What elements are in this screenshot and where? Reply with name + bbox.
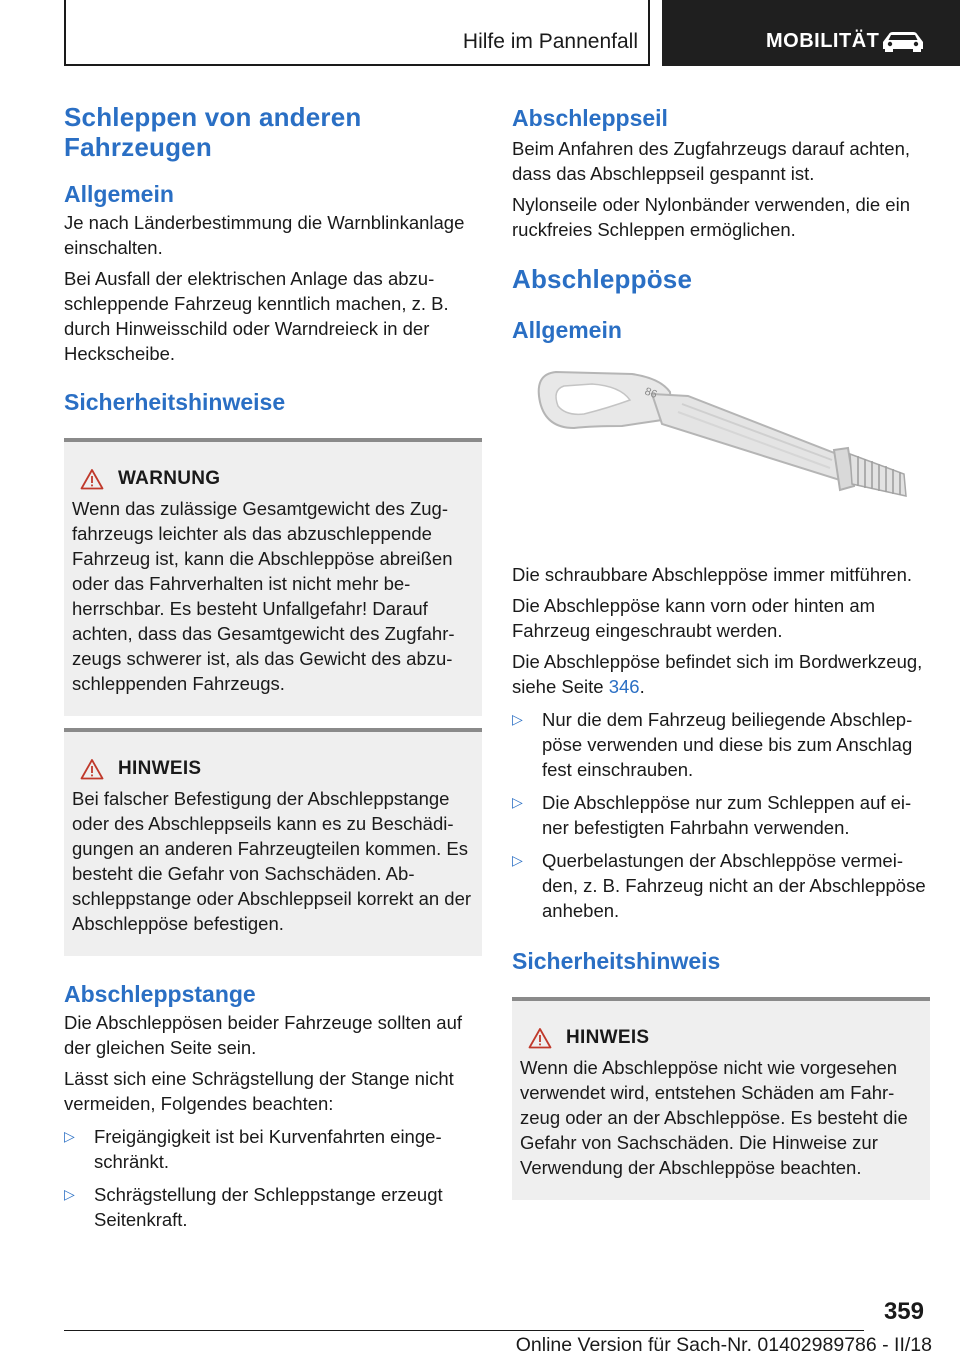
paragraph: Die Abschleppöse befindet sich im Bordwerkzeug, siehe Seite 346.: [512, 651, 923, 697]
page-number: 359: [883, 1298, 924, 1325]
subsection-heading-allgemein: Allgemein: [512, 317, 622, 343]
paragraph: Bei Ausfall der elektrischen Anlage das abzuschleppende Fahrzeug kenntlich machen, z. B. durch Hinweisschild oder Warndreieck in der Heckscheibe.: [64, 268, 449, 364]
section-heading-abschleppseil: Abschleppseil: [512, 105, 668, 131]
footer-online-version: Online Version für Sach-Nr. 01402989786 - II/18: [515, 1334, 932, 1356]
hook-marking: 86: [642, 385, 659, 402]
footer-rule: [64, 1330, 864, 1331]
warning-triangle-icon: [80, 468, 104, 490]
section-heading-sicherheitshinweis: Sicherheitshinweis: [512, 948, 721, 974]
bullet-triangle-icon: ▷: [512, 794, 523, 810]
page-reference-link[interactable]: 346: [608, 676, 640, 697]
header-chapter-tab[interactable]: [662, 0, 960, 66]
section-heading-sicherheitshinweise: Sicherheitshinweise: [64, 389, 286, 415]
paragraph: Lässt sich eine Schrägstellung der Stange nicht vermeiden, Folgendes beachten:: [64, 1068, 454, 1114]
chapter-tab-label: MOBILITÄT: [766, 30, 880, 52]
list-item: ▷ Die Abschleppöse nur zum Schleppen auf einer befestigten Fahrbahn verwenden.: [512, 792, 912, 838]
paragraph: Die Abschleppösen beider Fahrzeuge sollten auf der gleichen Seite sein.: [64, 1012, 463, 1058]
page-title: Schleppen von anderen Fahrzeugen: [64, 102, 362, 162]
paragraph: Je nach Länderbestimmung die Warnblinkanlage einschalten.: [64, 212, 465, 258]
notice-title: HINWEIS: [118, 758, 202, 779]
bullet-triangle-icon: ▷: [64, 1186, 75, 1202]
paragraph: Die Abschleppöse kann vorn oder hinten am Fahrzeug eingeschraubt werden.: [512, 595, 876, 641]
header-divider: [648, 0, 650, 66]
car-icon: [880, 30, 926, 52]
list-item: ▷ Schrägstellung der Schleppstange erzeugt Seitenkraft.: [64, 1184, 443, 1230]
left-column: [64, 102, 482, 1232]
list-item: ▷ Querbelastungen der Abschleppöse vermeiden, z. B. Fahrzeug nicht an der Abschleppöse anheben.: [512, 850, 926, 921]
warning-triangle-icon: [80, 758, 104, 780]
paragraph: Nylonseile oder Nylonbänder verwenden, die ein ruckfreies Schleppen ermöglichen.: [512, 194, 910, 240]
bullet-triangle-icon: ▷: [512, 711, 523, 727]
notice-title: HINWEIS: [566, 1027, 650, 1048]
bullet-triangle-icon: ▷: [512, 852, 523, 868]
paragraph: Beim Anfahren des Zugfahrzeugs darauf achten, dass das Abschleppseil gespannt ist.: [512, 138, 911, 184]
list-item: ▷ Nur die dem Fahrzeug beiliegende Abschleppöse verwenden und diese bis zum Anschlag fest einschrauben.: [512, 709, 913, 780]
header-bottom-rule: [64, 64, 650, 66]
header-section-title: Hilfe im Pannenfall: [462, 30, 638, 53]
warning-box: [64, 438, 482, 716]
notice-text: Bei falscher Befestigung der Abschleppstange oder des Abschleppseils kann es zu Beschädigungen an anderen Fahrzeugteilen kommen. Es besteht die Gefahr von Sachschäden. Abschleppstange oder Abschleppseil korrekt an der Abschleppöse befestigen.: [72, 788, 472, 934]
warning-text: Wenn das zulässige Gesamtgewicht des Zugfahrzeugs leichter als das abzuschleppende Fahrzeug ist, kann die Abschleppöse abreißen oder das Fahrverhalten ist nicht mehr beherrschbar. Es besteht Unfallgefahr! Darauf achten, dass das Gesamtgewicht des Zugfahrzeugs schwerer ist, als das Gewicht des abzuschleppenden Fahrzeugs.: [72, 498, 455, 694]
notice-box: [64, 728, 482, 956]
right-column: [512, 104, 930, 1200]
list-item: ▷ Freigängigkeit ist bei Kurvenfahrten eingeschränkt.: [64, 1126, 442, 1172]
warning-triangle-icon: [528, 1027, 552, 1049]
paragraph: Die schraubbare Abschleppöse immer mitführen.: [512, 564, 912, 585]
header-left-rule: [64, 0, 66, 66]
section-heading-allgemein: Allgemein: [64, 181, 174, 207]
section-heading-abschleppstange: Abschleppstange: [64, 981, 256, 1007]
notice-text: Wenn die Abschleppöse nicht wie vorgesehen verwendet wird, entstehen Schäden am Fahrzeug oder an der Abschleppöse. Es besteht die Gefahr von Sachschäden. Die Hinweise zur Verwendung der Abschleppöse beachten.: [520, 1057, 908, 1178]
warning-title: WARNUNG: [118, 468, 221, 489]
notice-box: [512, 997, 930, 1200]
bullet-triangle-icon: ▷: [64, 1128, 75, 1144]
tow-hook-illustration: [512, 356, 930, 552]
section-heading-abschleppoese: Abschleppöse: [512, 264, 693, 294]
